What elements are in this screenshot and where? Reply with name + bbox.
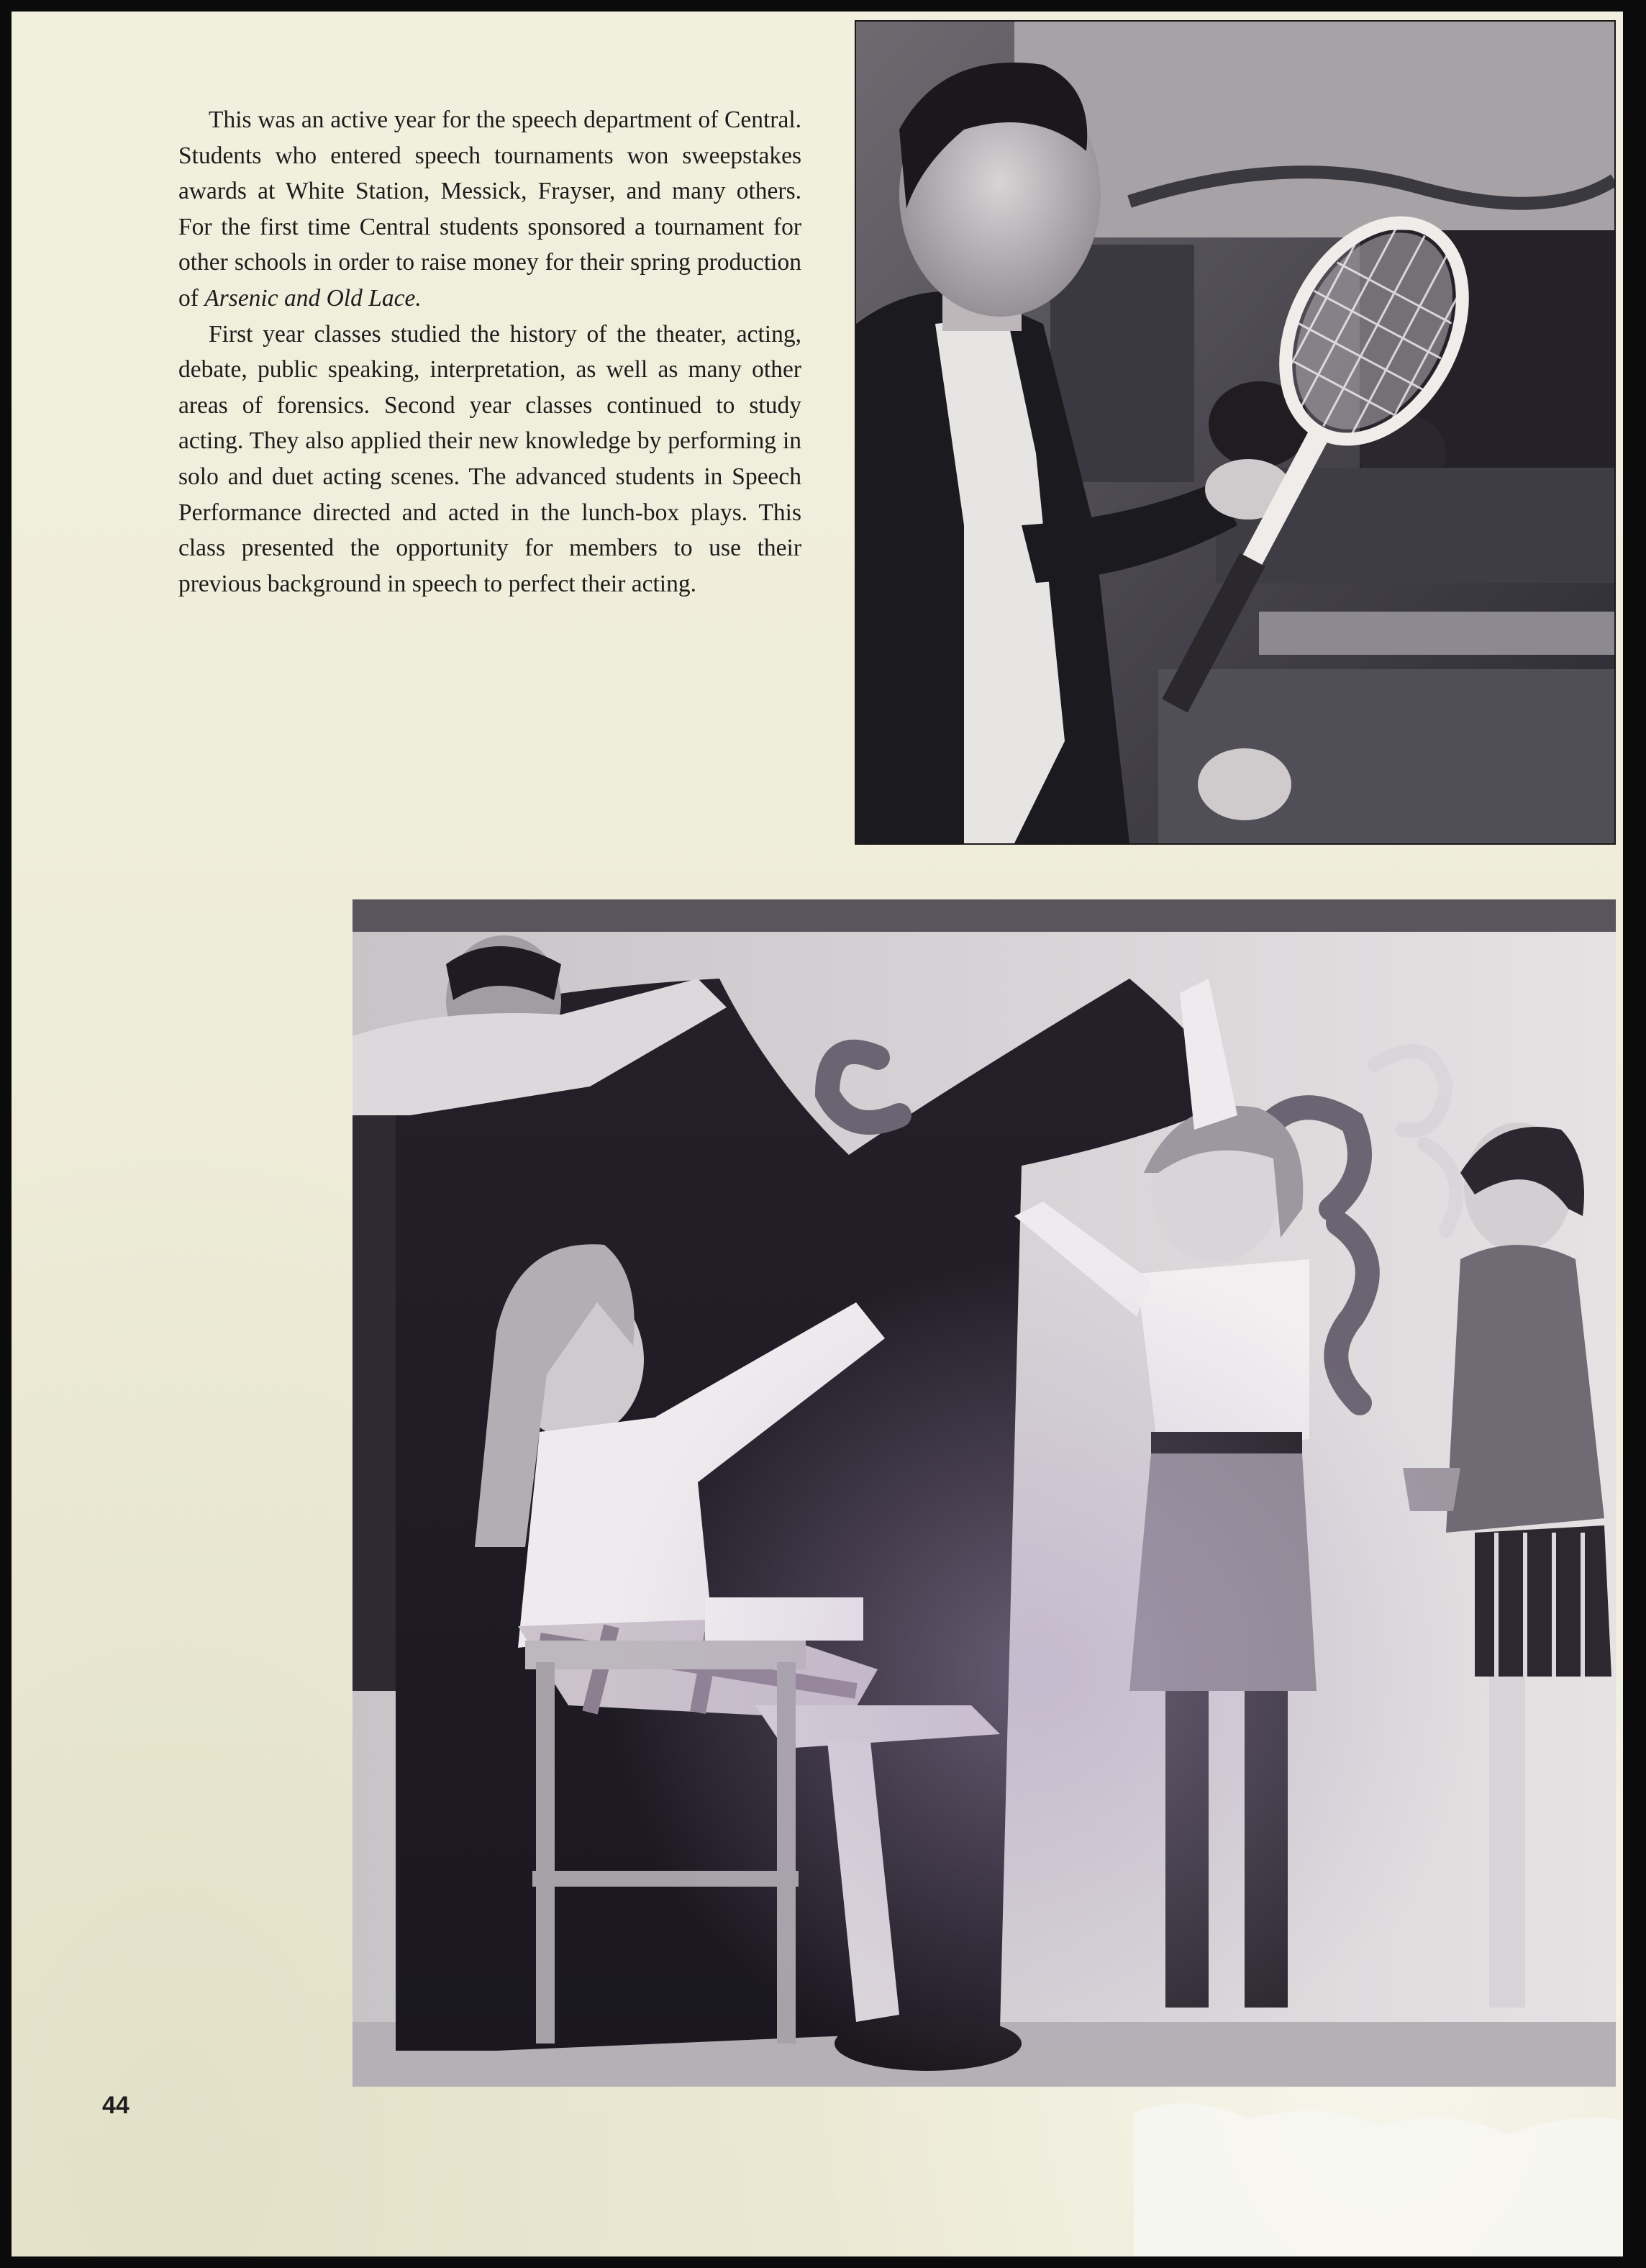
photo-students-hanging-backdrop — [353, 899, 1616, 2087]
yearbook-page — [12, 12, 1623, 2256]
paragraph-2: First year classes studied the history of the theater, acting, debate, public speaking, interpretation, as well as many other areas of forensics. Second year classes continued to study acting. They also applied their new knowledge by performing in solo and duet acting scenes. The advanced students in Speech Performance directed and acted in the lunch-box plays. This class presented the opportunity for members to use their previous background in speech to perfect their acting. — [178, 320, 801, 597]
article-text — [178, 102, 801, 602]
play-title: Arsenic and Old Lace. — [204, 284, 422, 312]
torn-corner — [1134, 2084, 1623, 2256]
photo-student-with-racket — [855, 20, 1616, 845]
page-number: 44 — [102, 2092, 129, 2119]
paragraph-1-text: This was an active year for the speech department of Central. Students who entered speech tournaments won sweepstakes awards at White Station, Messick, Frayser, and many others. For the first time Central students sponsored a tournament for other schools in order to raise money for their spring production of — [178, 106, 801, 312]
paragraph-1 — [178, 102, 801, 317]
